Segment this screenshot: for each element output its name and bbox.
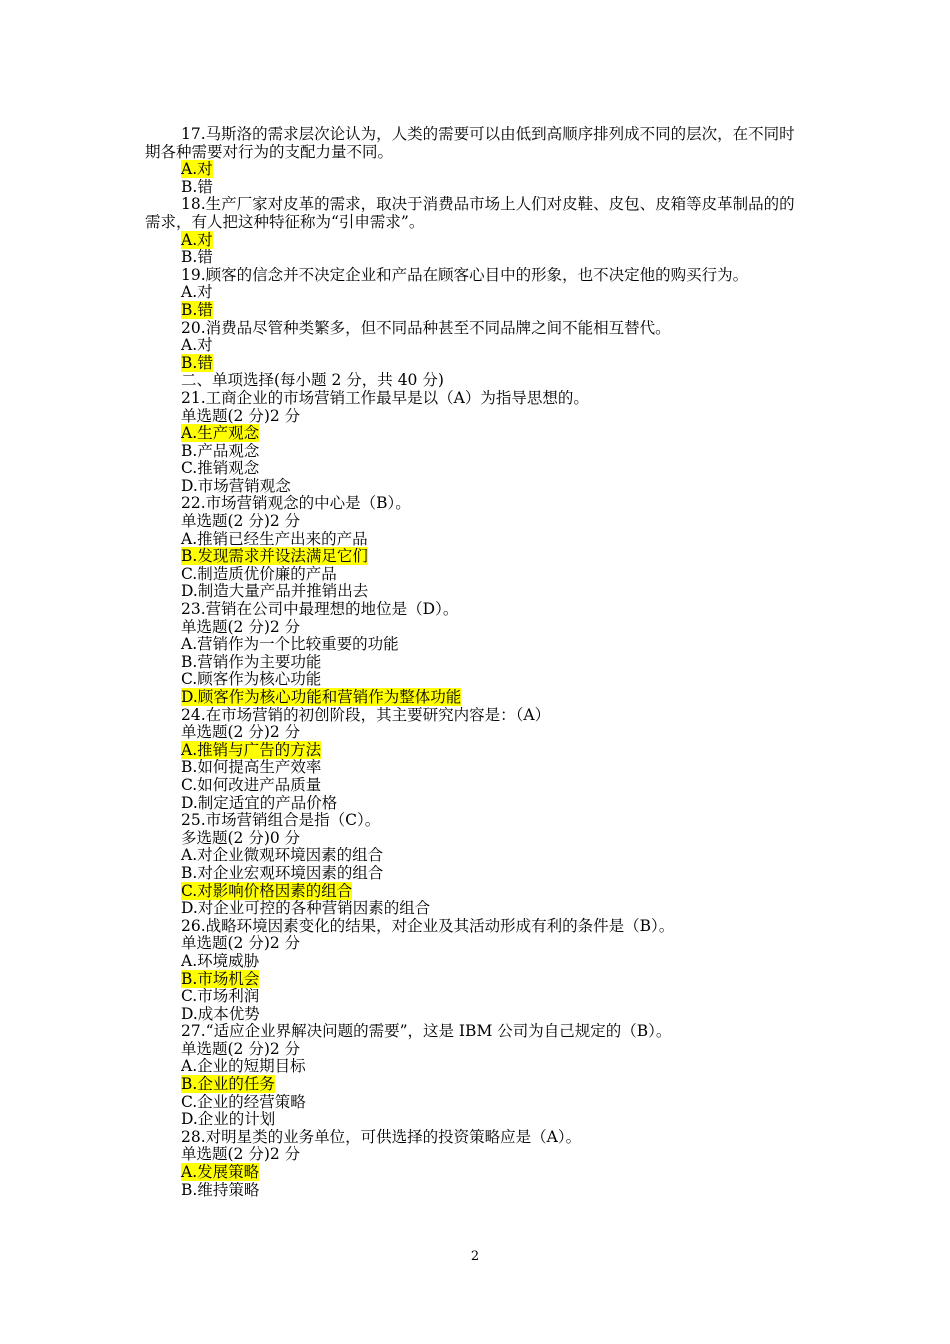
highlighted-answer-line <box>145 302 810 320</box>
line-text: 22.市场营销观念的中心是（B）。 <box>181 494 411 513</box>
text-line <box>145 707 810 725</box>
question-text: 17.马斯洛的需求层次论认为，人类的需要可以由低到高顺序排列成不同的层次，在不同时期各种需要对行为的支配力量不同。 <box>145 125 795 161</box>
question-text: 19.顾客的信念并不决定企业和产品在顾客心目中的形象，也不决定他的购买行为。 <box>181 265 749 284</box>
line-text: B.维持策略 <box>181 1180 260 1199</box>
highlighted-answer: C.对影响价格因素的组合 <box>181 881 353 900</box>
text-line <box>145 390 810 408</box>
line-text: D.市场营销观念 <box>181 476 291 495</box>
text-line <box>145 1041 810 1059</box>
line-text: C.企业的经营策略 <box>181 1092 306 1111</box>
line-text: C.如何改进产品质量 <box>181 775 322 794</box>
line-text: 单选题(2 分)2 分 <box>181 406 301 425</box>
text-line <box>145 759 810 777</box>
highlighted-answer-line <box>145 971 810 989</box>
text-line <box>145 337 810 355</box>
text-line <box>145 830 810 848</box>
line-text: B.对企业宏观环境因素的组合 <box>181 863 384 882</box>
line-text: 单选题(2 分)2 分 <box>181 934 301 953</box>
text-line <box>145 460 810 478</box>
highlighted-answer-line <box>145 689 810 707</box>
text-line <box>145 1058 810 1076</box>
text-line <box>145 636 810 654</box>
text-line <box>145 583 810 601</box>
highlighted-answer-line <box>145 232 810 250</box>
question-paragraph <box>145 267 810 285</box>
text-line <box>145 724 810 742</box>
highlighted-answer: D.顾客作为核心功能和营销作为整体功能 <box>181 688 462 706</box>
text-line <box>145 988 810 1006</box>
highlighted-answer: A.发展策略 <box>181 1163 260 1182</box>
text-line <box>145 1111 810 1129</box>
highlighted-answer: B.错 <box>181 300 213 319</box>
line-text: A.推销已经生产出来的产品 <box>181 529 368 548</box>
line-text: B.错 <box>181 177 213 196</box>
text-line <box>145 619 810 637</box>
text-line <box>145 953 810 971</box>
text-line <box>145 478 810 496</box>
line-text: A.对 <box>181 336 213 355</box>
highlighted-answer: B.发现需求并设法满足它们 <box>181 547 368 566</box>
text-line <box>145 531 810 549</box>
text-line <box>145 777 810 795</box>
text-line <box>145 1023 810 1041</box>
line-text: 单选题(2 分)2 分 <box>181 512 301 531</box>
line-text: 多选题(2 分)0 分 <box>181 828 301 847</box>
text-line <box>145 935 810 953</box>
line-text: D.成本优势 <box>181 1004 260 1023</box>
line-text: 25.市场营销组合是指（C）。 <box>181 811 381 830</box>
line-text: B.如何提高生产效率 <box>181 758 322 777</box>
text-line <box>145 249 810 267</box>
line-text: D.制造大量产品并推销出去 <box>181 582 369 601</box>
text-line <box>145 1006 810 1024</box>
line-text: 28.对明星类的业务单位，可供选择的投资策略应是（A）。 <box>181 1127 582 1146</box>
line-text: 单选题(2 分)2 分 <box>181 617 301 636</box>
highlighted-answer: B.企业的任务 <box>181 1075 275 1094</box>
text-line <box>145 812 810 830</box>
highlighted-answer-line <box>145 548 810 566</box>
line-text: 24.在市场营销的初创阶段，其主要研究内容是：（A） <box>181 705 551 724</box>
line-text: 二、单项选择(每小题 2 分，共 40 分) <box>181 371 444 390</box>
text-line <box>145 513 810 531</box>
line-text: D.制定适宜的产品价格 <box>181 793 338 812</box>
line-text: D.企业的计划 <box>181 1110 276 1129</box>
text-line <box>145 1129 810 1147</box>
text-line <box>145 372 810 390</box>
line-text: C.制造质优价廉的产品 <box>181 564 337 583</box>
highlighted-answer: A.推销与广告的方法 <box>181 740 322 759</box>
text-line <box>145 443 810 461</box>
line-text: 单选题(2 分)2 分 <box>181 1145 301 1164</box>
highlighted-answer-line <box>145 883 810 901</box>
line-text: A.对企业微观环境因素的组合 <box>181 846 384 865</box>
highlighted-answer: A.对 <box>181 160 213 179</box>
text-line <box>145 795 810 813</box>
line-text: B.产品观念 <box>181 441 260 460</box>
line-text: C.推销观念 <box>181 459 260 478</box>
highlighted-answer: B.市场机会 <box>181 969 260 988</box>
line-text: A.环境威胁 <box>181 951 260 970</box>
line-text: 单选题(2 分)2 分 <box>181 1039 301 1058</box>
text-line <box>145 601 810 619</box>
highlighted-answer-line <box>145 742 810 760</box>
question-text: 18.生产厂家对皮革的需求，取决于消费品市场上人们对皮鞋、皮包、皮箱等皮革制品的的需求，有人把这种特征称为“引申需求”。 <box>145 195 795 231</box>
line-text: A.营销作为一个比较重要的功能 <box>181 635 399 654</box>
text-line <box>145 1182 810 1200</box>
text-line <box>145 1094 810 1112</box>
line-text: B.错 <box>181 248 213 267</box>
line-text: 23.营销在公司中最理想的地位是（D）。 <box>181 600 459 619</box>
line-text: 27.“适应企业界解决问题的需要”，这是 IBM 公司为自己规定的（B）。 <box>181 1022 672 1041</box>
line-text: A.企业的短期目标 <box>181 1057 306 1076</box>
highlighted-answer: A.生产观念 <box>181 424 260 443</box>
text-line <box>145 495 810 513</box>
highlighted-answer: A.对 <box>181 230 213 249</box>
line-text: 单选题(2 分)2 分 <box>181 723 301 742</box>
line-text: 20.消费品尽管种类繁多，但不同品种甚至不同品牌之间不能相互替代。 <box>181 318 671 337</box>
text-line <box>145 654 810 672</box>
text-line <box>145 900 810 918</box>
page-number: 2 <box>470 1249 480 1264</box>
highlighted-answer-line <box>145 161 810 179</box>
document-body <box>145 126 810 1199</box>
text-line <box>145 408 810 426</box>
text-line <box>145 320 810 338</box>
text-line <box>145 284 810 302</box>
line-text: A.对 <box>181 283 213 302</box>
highlighted-answer-line <box>145 355 810 373</box>
highlighted-answer-line <box>145 425 810 443</box>
highlighted-answer-line <box>145 1164 810 1182</box>
text-line <box>145 566 810 584</box>
text-line <box>145 179 810 197</box>
text-line <box>145 847 810 865</box>
line-text: C.市场利润 <box>181 987 260 1006</box>
question-paragraph <box>145 196 810 231</box>
line-text: B.营销作为主要功能 <box>181 652 322 671</box>
line-text: 21.工商企业的市场营销工作最早是以（A）为指导思想的。 <box>181 388 589 407</box>
text-line <box>145 1146 810 1164</box>
text-line <box>145 918 810 936</box>
line-text: D.对企业可控的各种营销因素的组合 <box>181 899 431 918</box>
question-paragraph <box>145 126 810 161</box>
highlighted-answer-line <box>145 1076 810 1094</box>
highlighted-answer: B.错 <box>181 353 213 372</box>
line-text: C.顾客作为核心功能 <box>181 670 322 689</box>
text-line <box>145 865 810 883</box>
text-line <box>145 671 810 689</box>
line-text: 26.战略环境因素变化的结果，对企业及其活动形成有利的条件是（B）。 <box>181 916 675 935</box>
